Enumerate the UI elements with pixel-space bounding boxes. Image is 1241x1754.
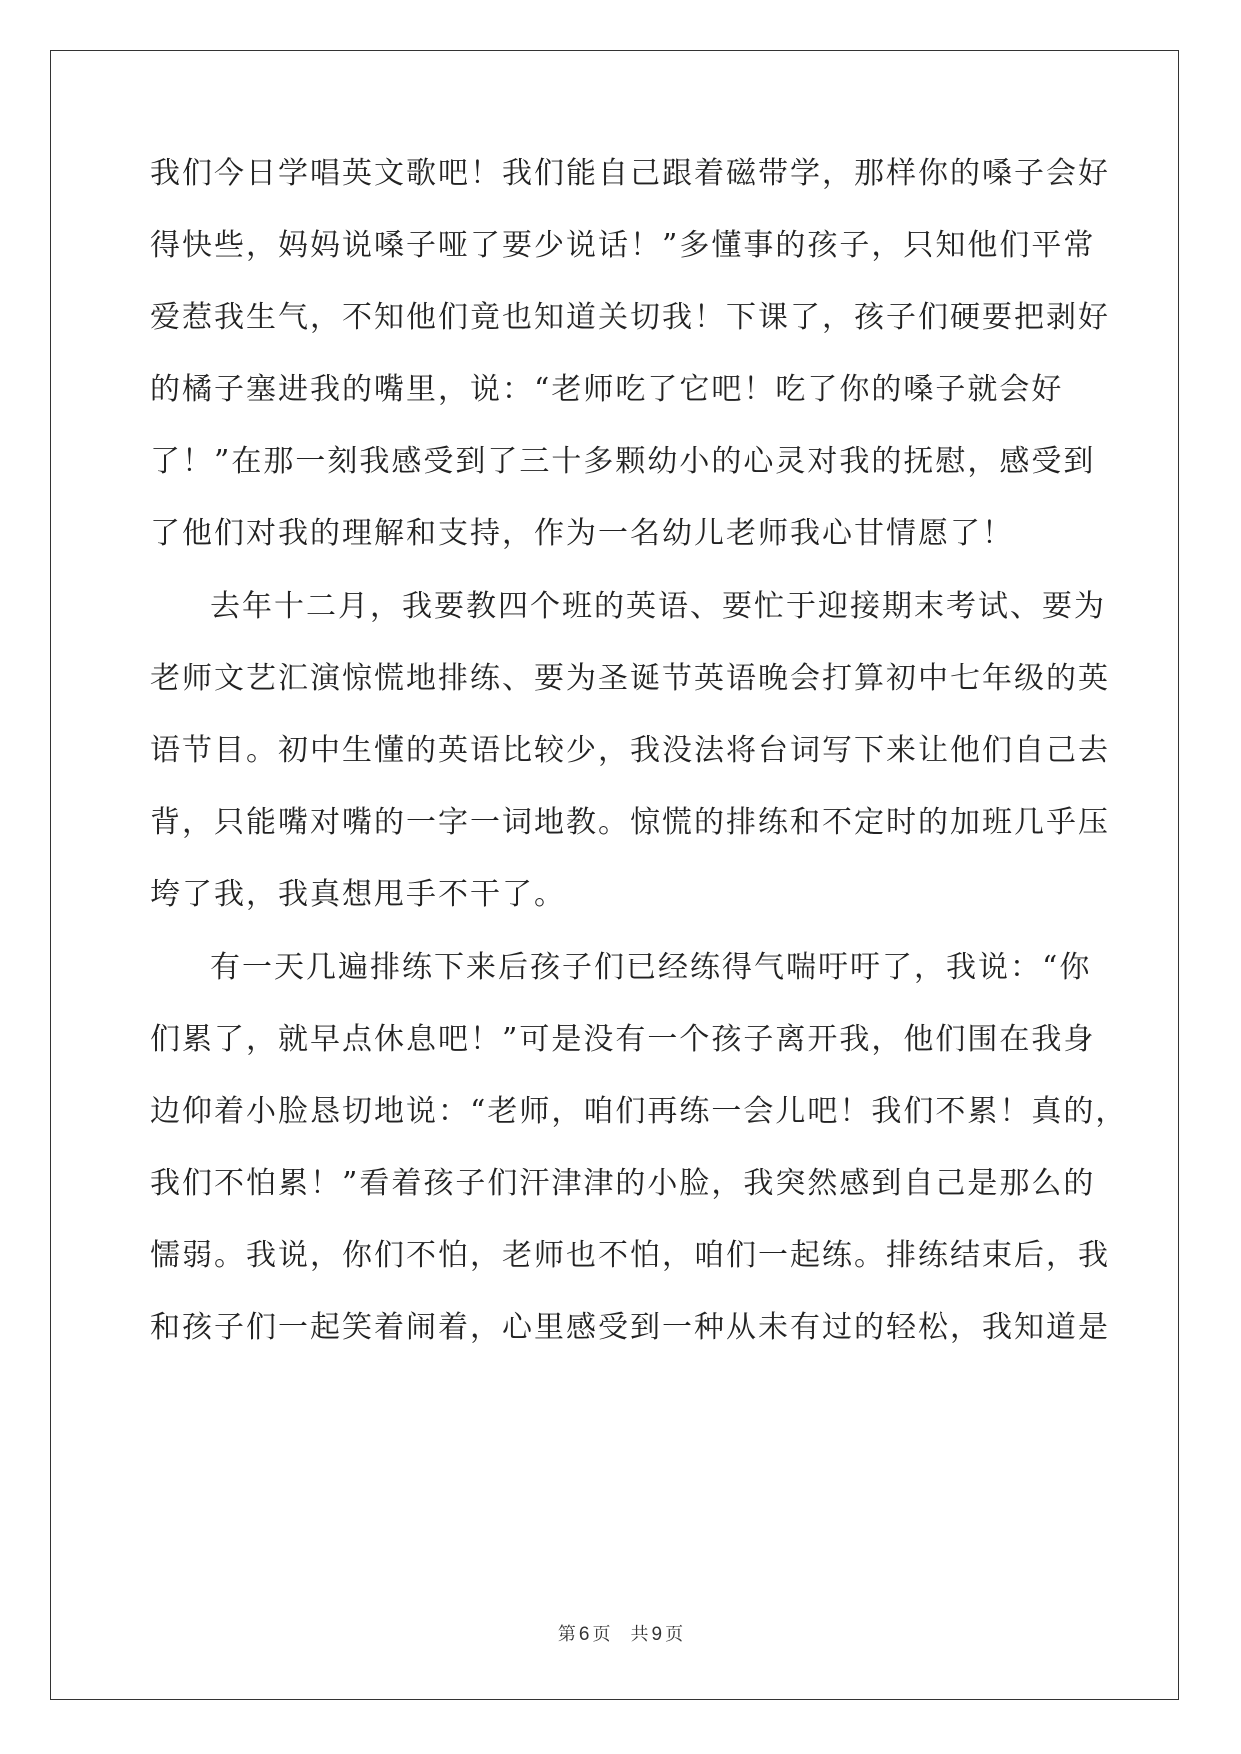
page-suffix: 页 (592, 1624, 611, 1644)
text-line: 爱惹我生气，不知他们竟也知道关切我！下课了，孩子们硬要把剥好 (150, 300, 1110, 335)
text-line: 了他们对我的理解和支持，作为一名幼儿老师我心甘情愿了！ (150, 516, 1014, 551)
text-line: 和孩子们一起笑着闹着，心里感受到一种从未有过的轻松，我知道是 (150, 1310, 1110, 1345)
text-line: 我们今日学唱英文歌吧！我们能自己跟着磁带学，那样你的嗓子会好 (150, 156, 1110, 191)
text-line: 垮了我，我真想甩手不干了。 (150, 877, 566, 912)
text-line: 了！”在那一刻我感受到了三十多颗幼小的心灵对我的抚慰，感受到 (150, 444, 1096, 479)
paragraph-start-line: 有一天几遍排练下来后孩子们已经练得气喘吁吁了，我说：“你 (210, 950, 1092, 985)
text-line: 的橘子塞进我的嘴里，说：“老师吃了它吧！吃了你的嗓子就会好 (150, 372, 1064, 407)
total-prefix: 共 (630, 1624, 649, 1644)
text-line: 得快些，妈妈说嗓子哑了要少说话！”多懂事的孩子，只知他们平常 (150, 228, 1096, 263)
text-line: 边仰着小脸恳切地说：“老师，咱们再练一会儿吧！我们不累！真的， (150, 1094, 1128, 1129)
page-footer (0, 1620, 1241, 1646)
page-prefix: 第 (557, 1624, 576, 1644)
paragraph-start-line: 去年十二月，我要教四个班的英语、要忙于迎接期末考试、要为 (210, 589, 1106, 624)
text-line: 们累了，就早点休息吧！”可是没有一个孩子离开我，他们围在我身 (150, 1022, 1096, 1057)
text-line: 老师文艺汇演惊慌地排练、要为圣诞节英语晚会打算初中七年级的英 (150, 661, 1110, 696)
total-suffix: 页 (665, 1624, 684, 1644)
text-line: 背，只能嘴对嘴的一字一词地教。惊慌的排练和不定时的加班几乎压 (150, 805, 1110, 840)
total-page-count: 9 (651, 1624, 663, 1645)
text-line: 懦弱。我说，你们不怕，老师也不怕，咱们一起练。排练结束后，我 (150, 1238, 1110, 1273)
current-page-number: 6 (578, 1624, 590, 1645)
text-line: 我们不怕累！”看着孩子们汗津津的小脸，我突然感到自己是那么的 (150, 1166, 1096, 1201)
text-line: 语节目。初中生懂的英语比较少，我没法将台词写下来让他们自己去 (150, 733, 1110, 768)
